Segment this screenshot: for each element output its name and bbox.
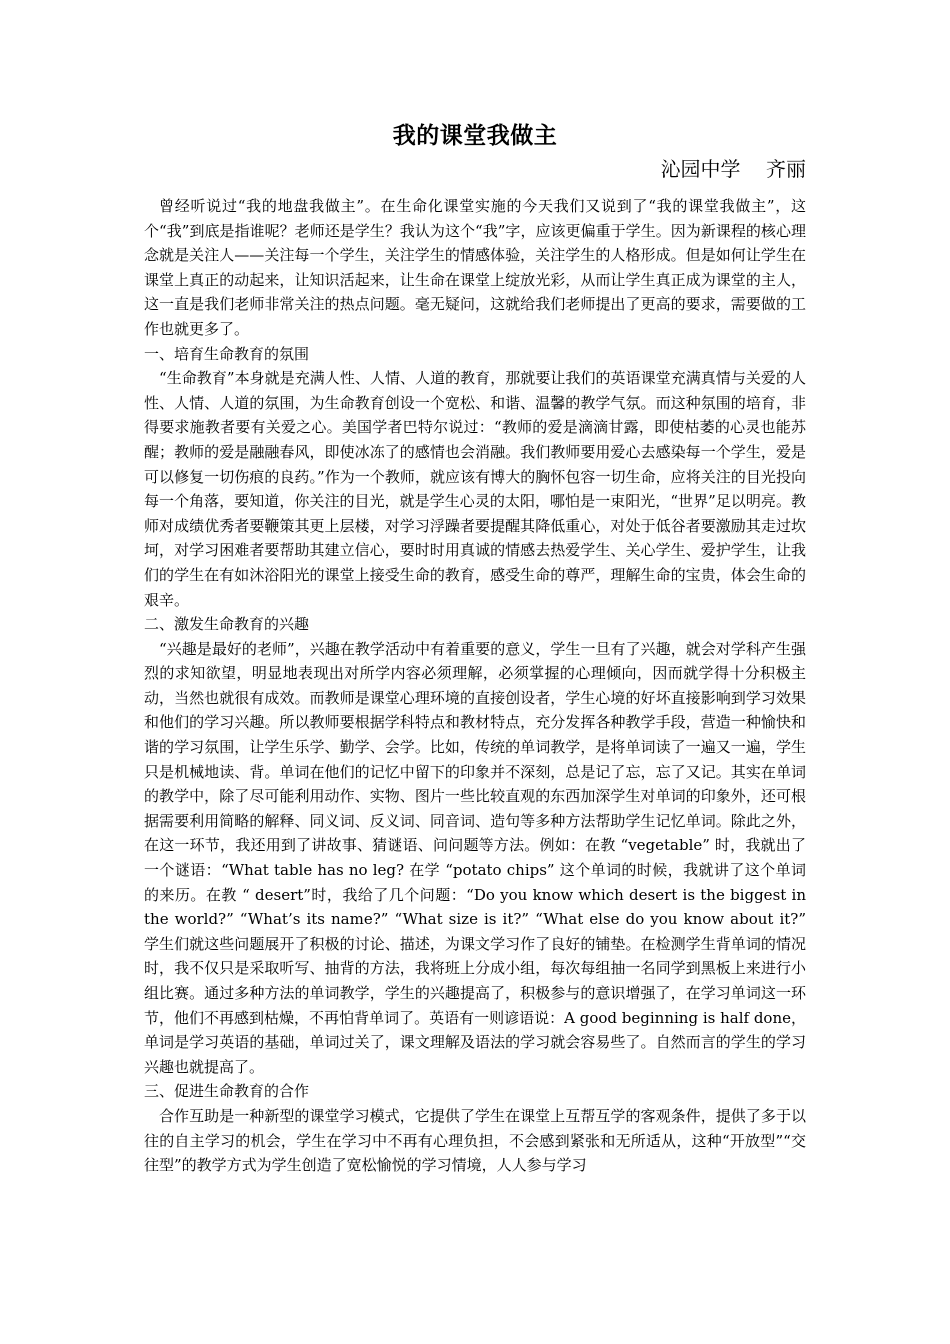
section-body: 合作互助是一种新型的课堂学习模式，它提供了学生在课堂上互帮互学的客观条件，提供了多于以往的自主学习的机会，学生在学习中不再有心理负担，不会感到紧张和无所适从，这种“开放型”“交往型”的教学方式为学生创造了宽松愉悦的学习情境，人人参与学习 — [144, 1106, 806, 1175]
section-body: “生命教育”本身就是充满人性、人情、人道的教育，那就要让我们的英语课堂充满真情与关爱的人性、人情、人道的氛围，为生命教育创设一个宽松、和谐、温馨的教学气氛。而这种氛围的培育，非得要求施教者要有关爱之心。美国学者巴特尔说过：“教师的爱是滴滴甘露，即使枯萎的心灵也能苏醒；教师的爱是融融春风，即使冰冻了的感情也会消融。我们教师要用爱心去感染每一个学生，爱是可以修复一切伤痕的良药。”作为一个教师，就应该有博大的胸怀包容一切生命，应将关注的目光投向每一个角落，要知道，你关注的目光，就是学生心灵的太阳，哪怕是一束阳光，“世界”足以明亮。教师对成绩优秀者要鞭策其更上层楼，对学习浮躁者要提醒其降低重心，对处于低谷者要激励其走过坎坷，对学习困难者要帮助其建立信心，要时时用真诚的情感去热爱学生、关心学生、爱护学生，让我们的学生在有如沐浴阳光的课堂上接受生命的教育，感受生命的尊严，理解生命的宝贵，体会生命的艰辛。 — [144, 369, 806, 609]
document-page — [144, 118, 806, 1178]
intro-paragraph: 曾经听说过“我的地盘我做主”。在生命化课堂实施的今天我们又说到了“我的课堂我做主”，这个“我”到底是指谁呢？老师还是学生？我认为这个“我”字，应该更偏重于学生。因为新课程的核心理念就是关注人——关注每一个学生，关注学生的情感体验，关注学生的人格形成。但是如何让学生在课堂上真正的动起来，让知识活起来，让生命在课堂上绽放光彩，从而让学生真正成为课堂的主人，这一直是我们老师非常关注的热点问题。毫无疑问，这就给我们老师提出了更高的要求，需要做的工作也就更多了。 — [144, 197, 806, 338]
section-body: “兴趣是最好的老师”，兴趣在教学活动中有着重要的意义，学生一旦有了兴趣，就会对学科产生强烈的求知欲望，明显地表现出对所学内容必须理解，必须掌握的心理倾向，因而就学得十分积极主动，当然也就很有成效。而教师是课堂心理环境的直接创设者，学生心境的好坏直接影响到学习效果和他们的学习兴趣。所以教师要根据学科特点和教材特点，充分发挥各种教学手段，营造一种愉快和谐的学习氛围，让学生乐学、勤学、会学。比如，传统的单词教学，是将单词读了一遍又一遍，学生只是机械地读、背。单词在他们的记忆中留下的印象并不深刻，总是记了忘，忘了又记。其实在单词的教学中，除了尽可能利用动作、实物、图片一些比较直观的东西加深学生对单词的印象外，还可根据需要利用简略的解释、同义词、反义词、同音词、造句等多种方法帮助学生记忆单词。除此之外，在这一环节，我还用到了讲故事、猜谜语、问问题等方法。例如：在教 “vegetable” 时，我就出了一个谜语：“What table has no leg? 在学 “potato chips” 这个单词的时候，我就讲了这个单词的来历。在教 “ desert”时，我给了几个问题：“Do you know which desert is the biggest in the world?” “What’s its name?” “What size is it?” “What else do you know about it?” 学生们就这些问题展开了积极的讨论、描述，为课文学习作了良好的铺垫。在检测学生背单词的情况时，我不仅只是采取听写、抽背的方法，我将班上分成小组，每次每组抽一名同学到黑板上来进行小组比赛。通过多种方法的单词教学，学生的兴趣提高了，积极参与的意识增强了，在学习单词这一环节，他们不再感到枯燥，不再怕背单词了。英语有一则谚语说：A good beginning is half done，单词是学习英语的基础，单词过关了，课文理解及语法的学习就会容易些了。自然而言的学生的学习兴趣也就提高了。 — [144, 639, 806, 1076]
section-heading: 二、激发生命教育的兴趣 — [144, 615, 310, 634]
section-2 — [144, 612, 806, 1079]
author-line: 沁园中学 齐丽 — [660, 157, 806, 181]
document-title: 我的课堂我做主 — [392, 122, 558, 149]
section-heading: 三、促进生命教育的合作 — [144, 1082, 310, 1101]
section-3 — [144, 1079, 806, 1177]
section-1 — [144, 342, 806, 613]
section-heading: 一、培育生命教育的氛围 — [144, 344, 310, 363]
